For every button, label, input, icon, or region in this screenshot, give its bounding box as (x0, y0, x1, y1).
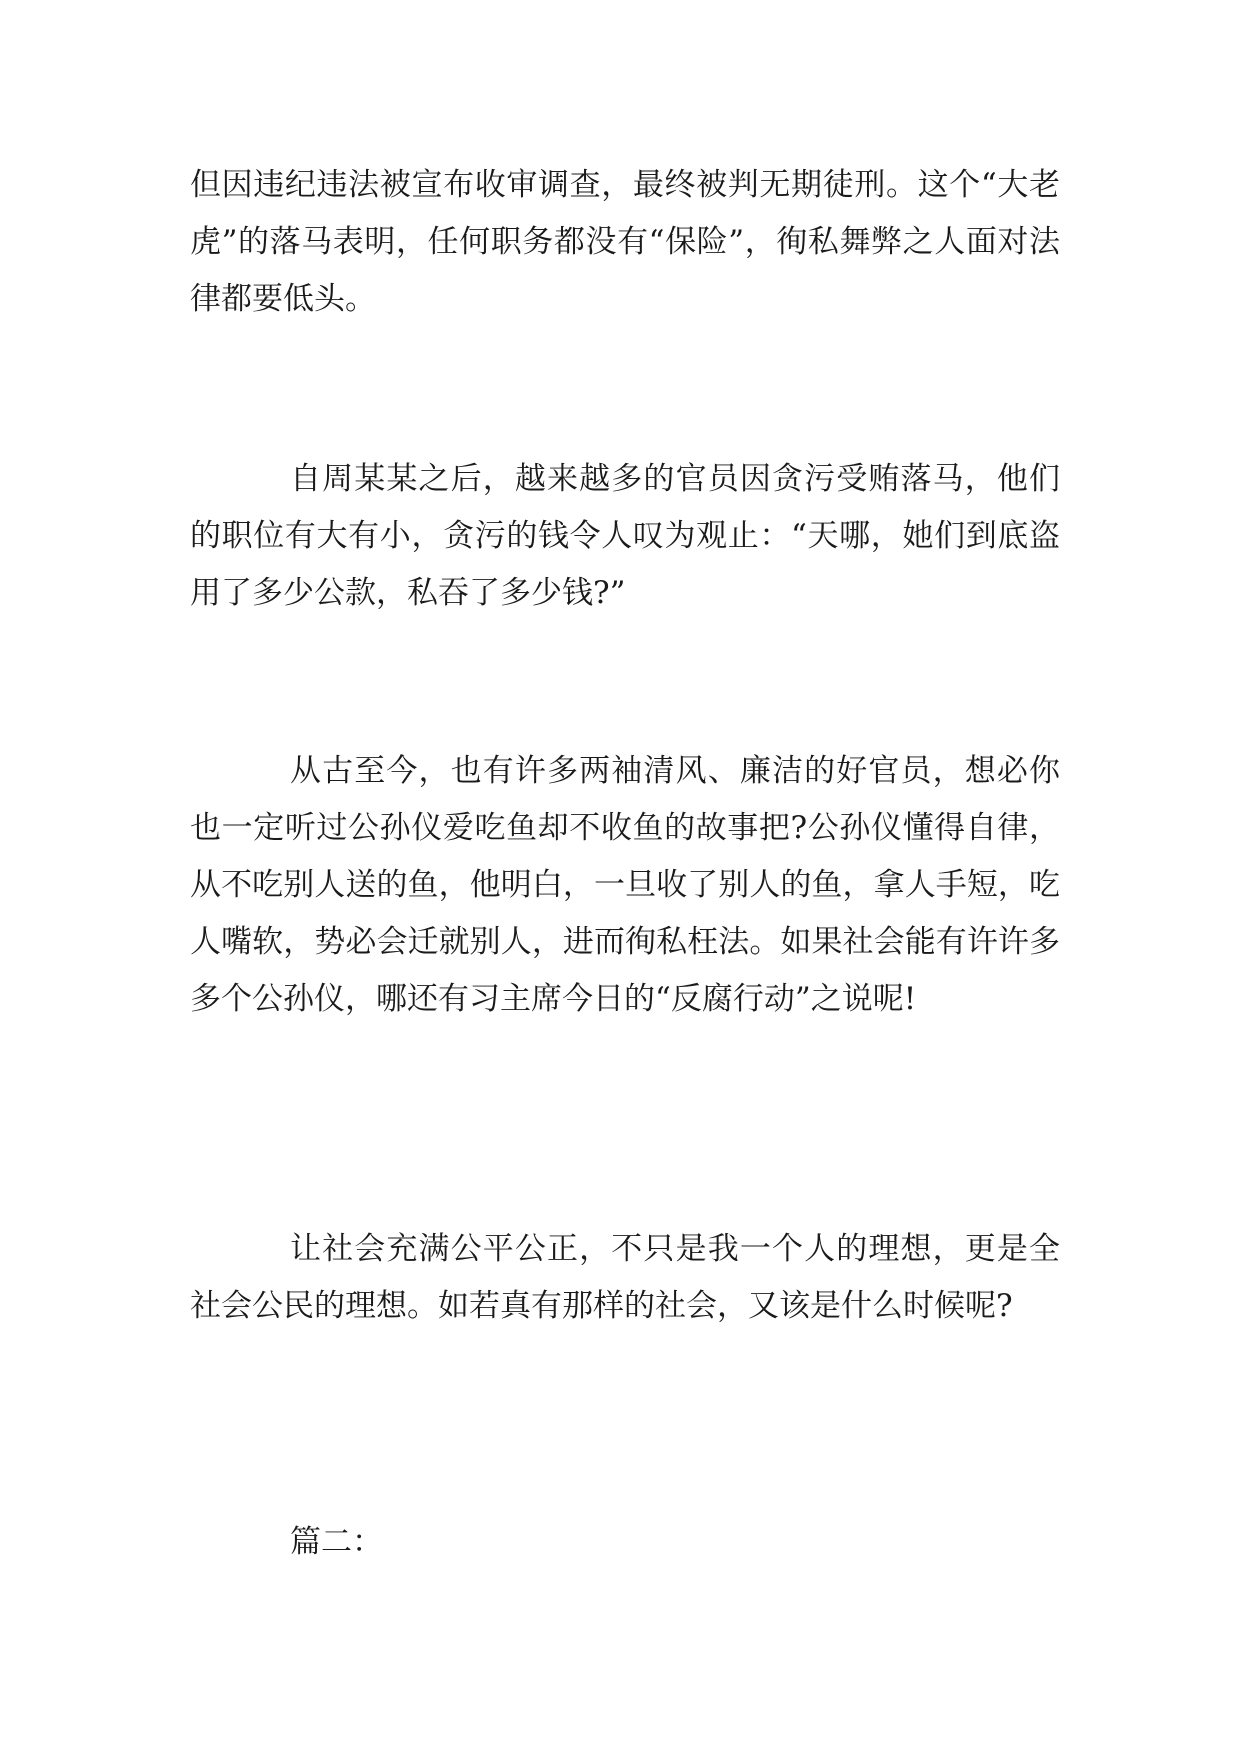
section-heading: 篇二： (290, 1524, 383, 1560)
paragraph-continuation: 但因违纪违法被宣布收审调查，最终被判无期徒刑。这个“大老虎”的落马表明，任何职务都没有“保险”，徇私舞弊之人面对法律都要低头。 (190, 167, 1060, 317)
paragraph-ideal: 让社会充满公平公正，不只是我一个人的理想，更是全社会公民的理想。如若真有那样的社会，又该是什么时候呢? (190, 1231, 1060, 1324)
paragraph-officials: 自周某某之后，越来越多的官员因贪污受贿落马，他们的职位有大有小，贪污的钱令人叹为观止：“天哪，她们到底盗用了多少公款，私吞了多少钱?” (190, 461, 1060, 611)
paragraph-gongsunyi: 从古至今，也有许多两袖清风、廉洁的好官员，想必你也一定听过公孙仪爱吃鱼却不收鱼的故事把?公孙仪懂得自律，从不吃别人送的鱼，他明白，一旦收了别人的鱼，拿人手短，吃人嘴软，势必会迁就别人，进而徇私枉法。如果社会能有许许多多个公孙仪，哪还有习主席今日的“反腐行动”之说呢! (190, 753, 1060, 1017)
